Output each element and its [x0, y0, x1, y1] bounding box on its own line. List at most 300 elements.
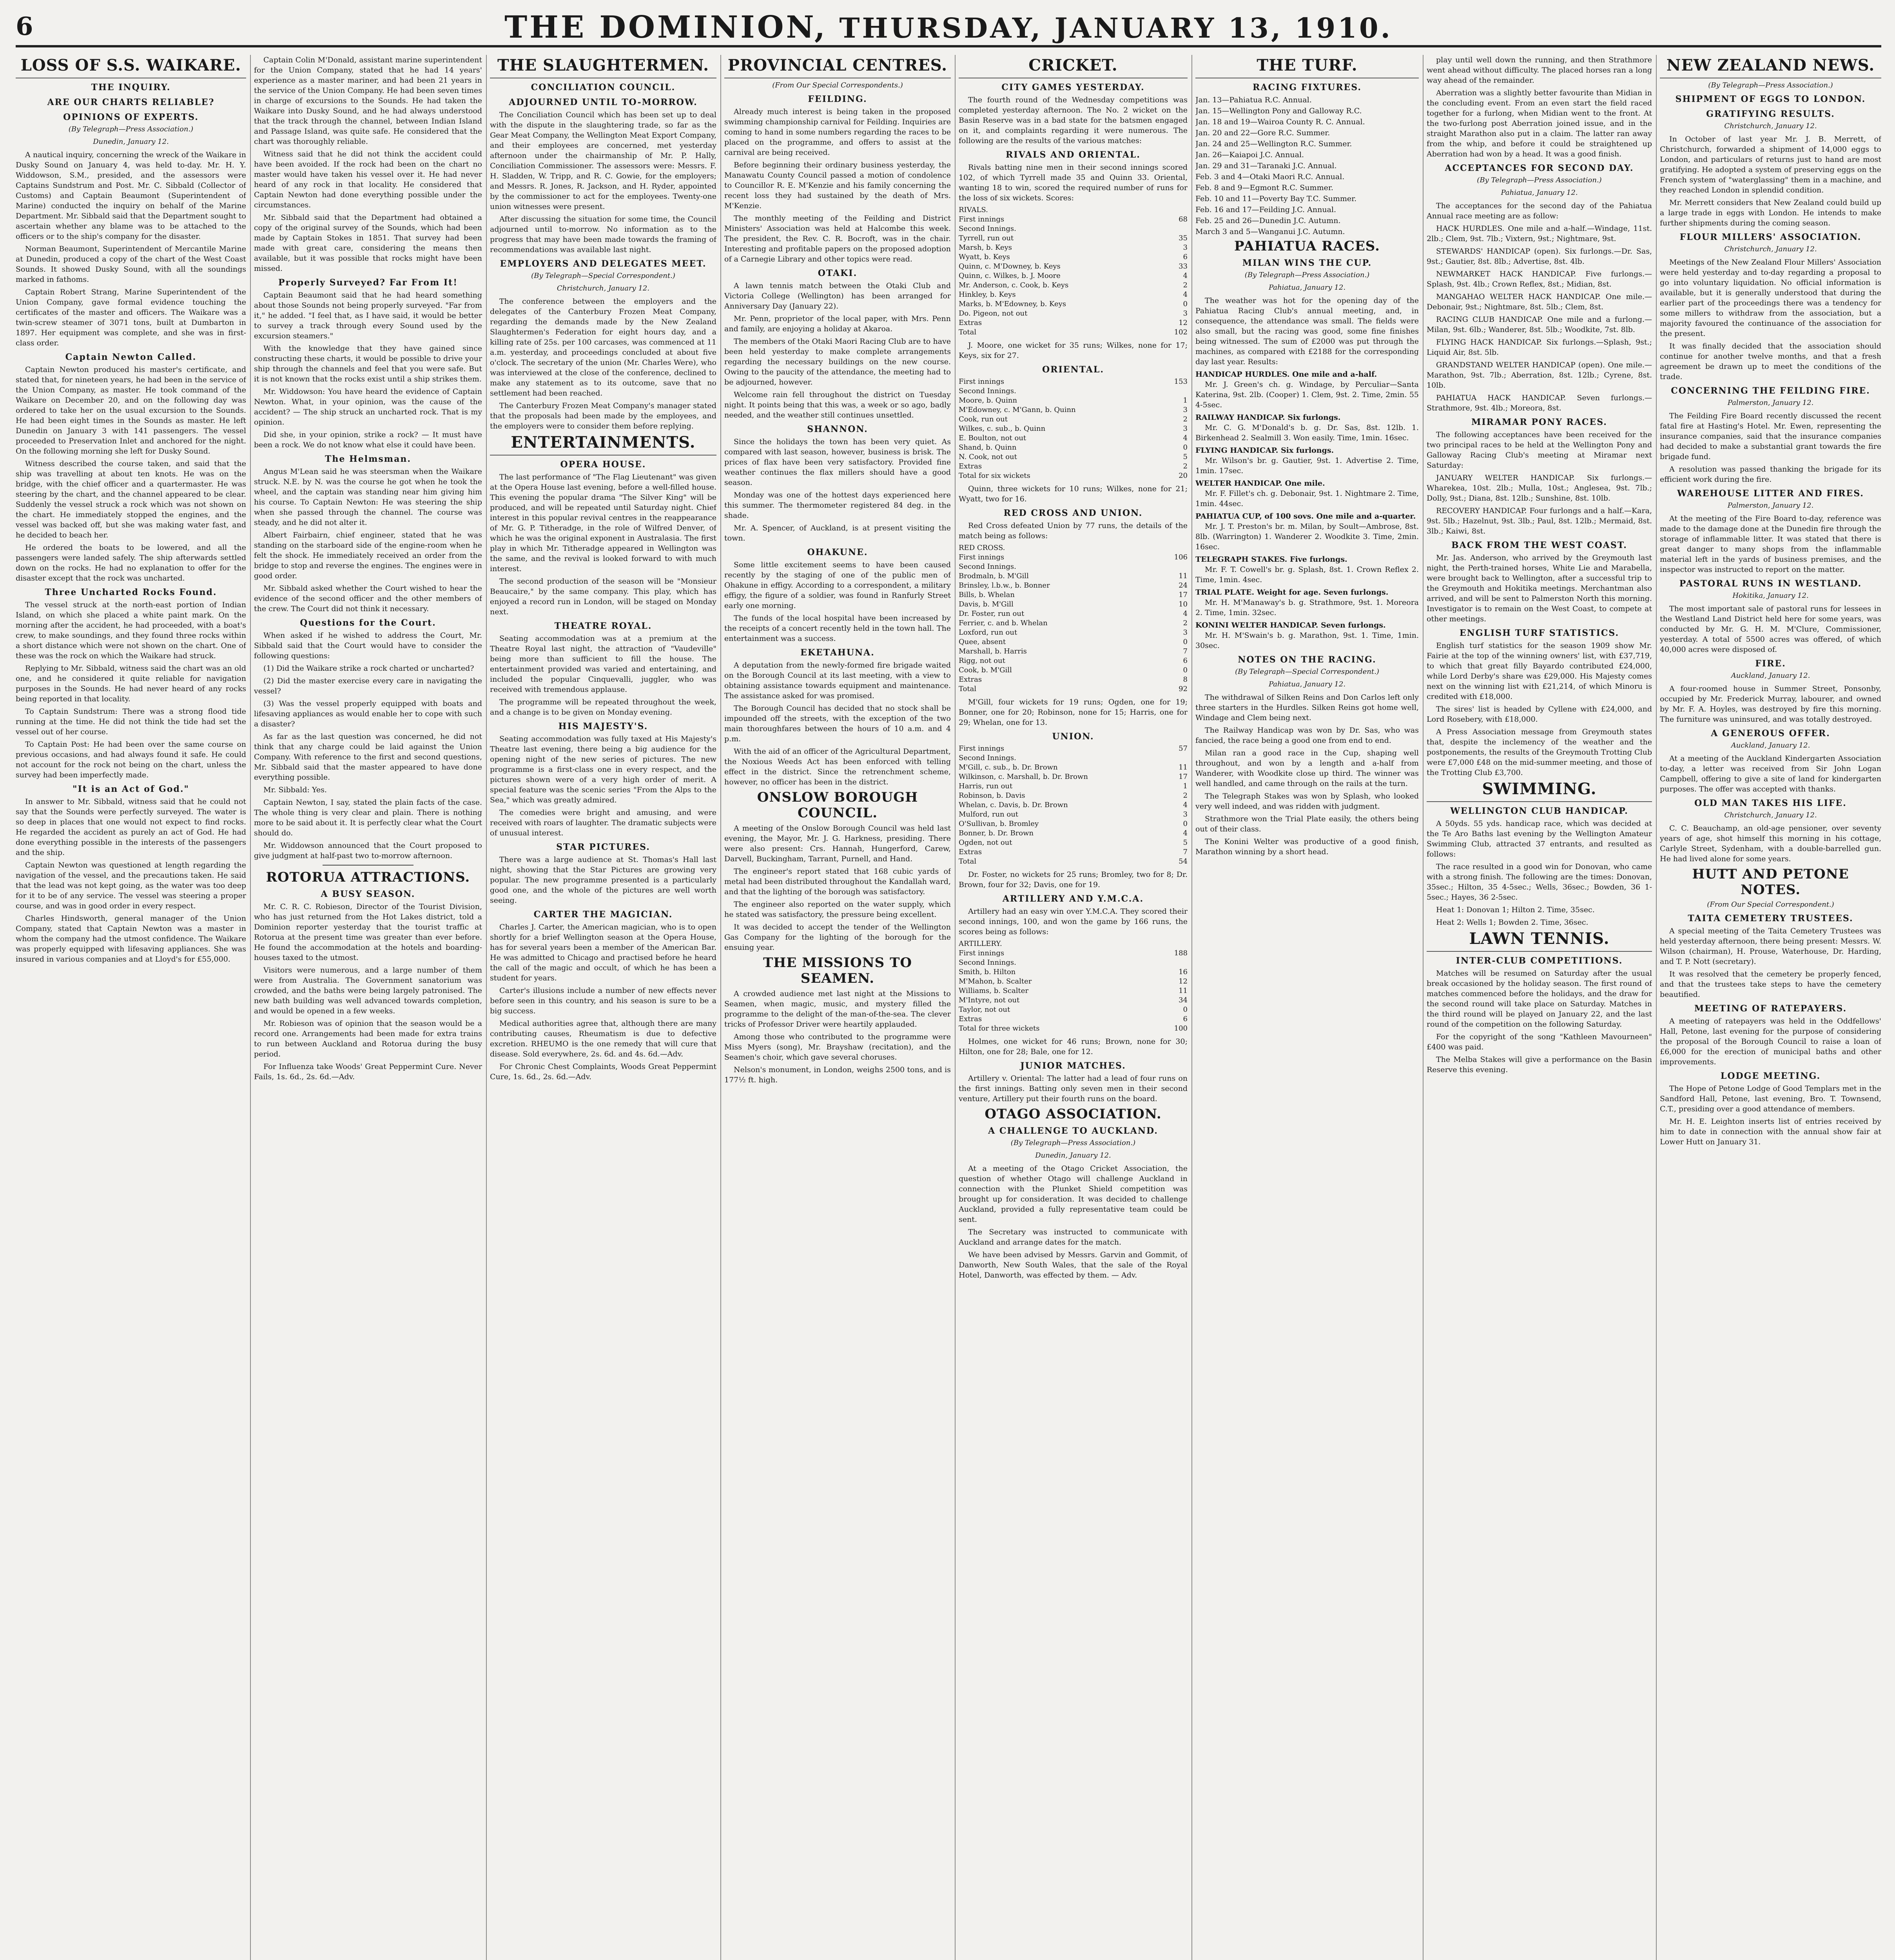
- runs: 6: [1183, 657, 1188, 665]
- batsman-name: RIVALS.: [959, 206, 988, 214]
- runs: 4: [1183, 829, 1188, 837]
- runs: 92: [1179, 685, 1188, 693]
- article-paragraph: The sires' list is headed by Cyllene with £24,000, and Lord Rosebery, with £18,000.: [1427, 705, 1652, 724]
- score-row: [959, 619, 1188, 628]
- runs: 8: [1183, 675, 1188, 684]
- article-paragraph: At a meeting of the Otago Cricket Association, the question of whether Otago will challenge Auckland in connection with the Plunket Shield competition was brought up for consideration. It was decided to challenge Auckland, provided a fully representative team could be sent.: [959, 1164, 1188, 1224]
- score-row: [959, 838, 1188, 848]
- article-paragraph: Mr. Merrett considers that New Zealand could build up a large trade in eggs with London. He intends to make further shipments during the coming season.: [1660, 198, 1881, 227]
- batsman-name: Ferrier, c. and b. Whelan: [959, 619, 1048, 627]
- subhead: "It is an Act of God.": [73, 784, 189, 794]
- masthead-date: THURSDAY, JANUARY 13, 1910.: [839, 12, 1393, 44]
- article-paragraph: In answer to Mr. Sibbald, witness said that he could not say that the Sounds were perfectly surveyed. The water is so deep in places that one would not expect to find rocks. He regarded the accident as purely an act of God. He had done everything possible in the interests of the passengers and the ship.: [16, 797, 246, 857]
- article-paragraph: Aberration was a slightly better favourite than Midian in the concluding event. From an even start the field raced together for a furlong, when Midian went to the front. At the two-furlong post Aberration joined issue, and in the straight Marathon also put in a claim. The latter ran away from the whip, and before it could be straightened up Aberration had won by a head. It was a good finish.: [1427, 89, 1652, 158]
- runs: 11: [1179, 572, 1188, 580]
- subhead: SHANNON.: [807, 424, 868, 434]
- byline: (By Telegraph—Press Association.): [1708, 81, 1833, 89]
- batsman-name: Ogden, not out: [959, 838, 1012, 847]
- column-5: [959, 55, 1188, 1960]
- subhead: MEETING OF RATEPAYERS.: [1694, 1004, 1847, 1014]
- article-paragraph: To Captain Post: He had been over the same course on previous occasions, and had always found it safe. He could not account for the rock not being on the chart, unless the survey had been imperfectly made.: [16, 740, 246, 779]
- score-row: [959, 819, 1188, 829]
- batsman-name: Marshall, b. Harris: [959, 647, 1027, 655]
- runs: 54: [1179, 857, 1188, 866]
- runs: 3: [1183, 425, 1188, 433]
- runs: 5: [1183, 453, 1188, 461]
- race-result: Mr. J. Green's ch. g. Windage, by Perculiar—Santa Katerina, 9st. 2lb. (Cooper) 1. Clem, 9st. 2. Time, 2min. 55 4-5sec.: [1195, 380, 1419, 409]
- article-paragraph: A 50yds. 55 yds. handicap race, which was decided at the Te Aro Baths last evening by the Wellington Amateur Swimming Club, attracted 37 entrants, and resulted as follows:: [1427, 819, 1652, 858]
- runs: 153: [1174, 377, 1188, 386]
- subhead: ARTILLERY AND Y.M.C.A.: [1002, 894, 1144, 904]
- article-paragraph: The acceptances for the second day of the Pahiatua Annual race meeting are as follow:: [1427, 201, 1652, 220]
- subhead: The Helmsman.: [325, 454, 411, 464]
- article-paragraph: Mr. H. E. Leighton inserts list of entries received by him to date in connection with the annual show fair at Lower Hutt on January 31.: [1660, 1117, 1881, 1146]
- runs: 0: [1183, 666, 1188, 674]
- runs: 5: [1183, 838, 1188, 847]
- batsman-name: Extras: [959, 1015, 982, 1023]
- byline: (By Telegraph—Press Association.): [1010, 1139, 1136, 1147]
- score-row: [959, 763, 1188, 772]
- article-paragraph: Mr. Jas. Anderson, who arrived by the Greymouth last night, the Perth-trained horses, White Lie and Marabella, were brought back to Wellington, after a successful trip to the Greymouth and Hokitika meetings. Merchantman also arrived, and will be sent to Palmerston North this morning. Investigator is to remain on the West Coast, to compete at other meetings.: [1427, 554, 1652, 623]
- article-paragraph: At the meeting of the Fire Board to-day, reference was made to the damage done at the Dunedin fire through the storage of inflammable litter. It was stated that there is great danger to many shops from the inflammable material left in the yards of business premises, and the inspector was instructed to report on the matter.: [1660, 514, 1881, 574]
- runs: 0: [1183, 443, 1188, 452]
- article-paragraph: JANUARY WELTER HANDICAP. Six furlongs.—Wharekea, 10st. 2lb.; Mulla, 10st.; Anglesea, 9st. 7lb.; Dolly, 9st.; Diana, 8st. 12lb.; Sunshine, 8st. 10lb.: [1427, 474, 1652, 503]
- subhead: RED CROSS AND UNION.: [1003, 508, 1143, 518]
- batsman-name: Extras: [959, 319, 982, 327]
- byline: (By Telegraph—Special Correspondent.): [531, 272, 675, 280]
- runs: 2: [1183, 415, 1188, 423]
- article-paragraph: RACING CLUB HANDICAP. One mile and a furlong.—Milan, 9st. 6lb.; Wanderer, 8st. 5lb.; Woodkite, 7st. 8lb.: [1427, 315, 1652, 334]
- article-paragraph: GRANDSTAND WELTER HANDICAP (open). One mile.—Marathon, 9st. 7lb.; Aberration, 8st. 12lb.; Cyrene, 8st. 10lb.: [1427, 361, 1652, 390]
- batsman-name: Extras: [959, 462, 982, 470]
- runs: [1164, 753, 1188, 763]
- batsman-name: O'Sullivan, b. Bromley: [959, 820, 1039, 828]
- dateline: Auckland, January 12.: [1731, 741, 1810, 750]
- article-paragraph: Mr. Sibbald: Yes.: [263, 786, 327, 794]
- score-row: [959, 318, 1188, 328]
- column-2: [254, 55, 482, 1960]
- column-rule: [486, 55, 487, 1960]
- score-row: [959, 609, 1188, 619]
- article-paragraph: Mr. Widdowson: You have heard the evidence of Captain Newton. What, in your opinion, was the cause of the accident? — The ship struck an uncharted rock. That is my opinion.: [254, 387, 482, 426]
- score-row: [959, 443, 1188, 452]
- batsman-name: Williams, b. Scalter: [959, 987, 1029, 995]
- article-paragraph: FLYING HACK HANDICAP. Six furlongs.—Splash, 9st.; Liquid Air, 8st. 5lb.: [1427, 338, 1652, 357]
- article-paragraph: Mr. Sibbald asked whether the Court wished to hear the evidence of the second officer and the other members of the crew. The Court did not think it necessary.: [254, 584, 482, 613]
- article-paragraph: (1) Did the Waikare strike a rock charted or uncharted?: [263, 664, 474, 673]
- article-paragraph: Charles Hindsworth, general manager of the Union Company, stated that Captain Newton was a master in whom the company had the utmost confidence. The Waikare was properly equipped with lifesaving appliances. She was insured in various companies and at Lloyd's for £55,000.: [16, 914, 246, 964]
- column-rule: [955, 55, 956, 1960]
- article-paragraph: Some little excitement seems to have been caused recently by the staging of one of the public men of Ohakune in effigy. According to a correspondent, a military effigy, the figure of a soldier, was found in Ranfurly Street early one morning.: [724, 561, 951, 610]
- headline-slaughtermen: THE SLAUGHTERMEN.: [490, 56, 716, 78]
- dateline: Christchurch, January 12.: [1724, 811, 1817, 819]
- article-paragraph: When asked if he wished to address the Court, Mr. Sibbald said that the Court would have to consider the following questions:: [254, 631, 482, 660]
- bowling-analysis: M'Gill, four wickets for 19 runs; Ogden, one for 19; Bonner, one for 20; Robinson, none for 15; Harris, one for 29; Whelan, one for 13.: [959, 698, 1188, 727]
- column-rule: [720, 55, 721, 1960]
- article-paragraph: In October of last year Mr. J. B. Merrett, of Christchurch, forwarded a shipment of 14,000 eggs to London, and particulars of returns just to hand are most gratifying. He adopted a system of preserving eggs on the French system of "waterglassing" them in a machine, and they reached London in splendid condition.: [1660, 135, 1881, 194]
- subhead-charts: ARE OUR CHARTS RELIABLE?: [47, 97, 215, 107]
- article-paragraph: STEWARDS' HANDICAP (open). Six furlongs.—Dr. Sas, 9st.; Gautier, 8st. 8lb.; Advertise, 8st. 4lb.: [1427, 247, 1652, 266]
- article-paragraph: A special meeting of the Taita Cemetery Trustees was held yesterday afternoon, there being present: Messrs. W. Wilson (chairman), H. Prouse, Waterhouse, Dr. Harding, and T. P. Nott (secretary).: [1660, 927, 1881, 966]
- fixture-line: Jan. 15—Wellington Pony and Galloway R.C.: [1195, 107, 1362, 115]
- batsman-name: First innings: [959, 744, 1005, 753]
- race-title: TELEGRAPH STAKES. Five furlongs.: [1195, 555, 1347, 564]
- headline-onslow: ONSLOW BOROUGH COUNCIL.: [757, 789, 918, 821]
- headline-rotorua: ROTORUA ATTRACTIONS.: [266, 869, 470, 885]
- batsman-name: Total: [959, 328, 977, 336]
- article-paragraph: (2) Did the master exercise every care in navigating the vessel?: [254, 677, 482, 695]
- score-row: [959, 309, 1188, 318]
- runs: 7: [1183, 647, 1188, 655]
- batsman-name: Second Innings.: [959, 225, 1016, 233]
- fixture-line: Jan. 18 and 19—Wairoa County R. C. Annual.: [1195, 118, 1365, 126]
- runs: 3: [1183, 243, 1188, 252]
- dateline: Palmerston, January 12.: [1727, 399, 1814, 407]
- batsman-name: Total: [959, 857, 977, 866]
- article-paragraph: (3) Was the vessel properly equipped with boats and lifesaving appliances as would enable her to cope with such a disaster?: [254, 699, 482, 728]
- batsman-name: Bonner, b. Dr. Brown: [959, 829, 1034, 837]
- headline-lawn-tennis: LAWN TENNIS.: [1427, 930, 1652, 952]
- runs: [1164, 224, 1188, 234]
- score-row: [959, 415, 1188, 424]
- race-result: Mr. F. T. Cowell's br. g. Splash, 8st. 1. Crown Reflex 2. Time, 1min. 4sec.: [1195, 565, 1419, 584]
- article-paragraph: He ordered the boats to be lowered, and all the passengers were landed safely. The ship afterwards settled down on the rocks. He had no explanation to offer for the disaster except that the rock was uncharted.: [16, 543, 246, 583]
- score-row: [959, 656, 1188, 666]
- article-paragraph: Matches will be resumed on Saturday after the usual break occasioned by the holiday season. The first round of matches commenced before the holidays, and the draw for the second round will take place on Saturday. Matches in the third round will be played on January 22, and the last round of the competition on the following Saturday.: [1427, 969, 1652, 1029]
- subhead: MILAN WINS THE CUP.: [1242, 258, 1372, 268]
- article-paragraph: For the copyright of the song "Kathleen Mavourneen" £400 was paid.: [1427, 1033, 1652, 1051]
- byline: (By Telegraph—Press Association.): [68, 125, 194, 133]
- page-number: 6: [16, 12, 33, 41]
- score-row: [959, 387, 1188, 396]
- column-rule: [1423, 55, 1424, 1960]
- score-row: [959, 996, 1188, 1005]
- article-paragraph: HACK HURDLES. One mile and a-half.—Windage, 11st. 2lb.; Clem, 9st. 7lb.; Vixtern, 9st.; Nightmare, 9st.: [1427, 224, 1652, 243]
- article-paragraph: MANGAHAO WELTER HACK HANDICAP. One mile.—Debonair, 9st.; Nightmare, 8st. 5lb.; Clem, 8st.: [1427, 292, 1652, 311]
- runs: [1164, 939, 1188, 949]
- race-result: Mr. J. T. Preston's br. m. Milan, by Soult—Ambrose, 8st. 8lb. (Warrington) 1. Wanderer 2. Woodkite 3. Time, 2min. 16sec.: [1195, 522, 1419, 551]
- dateline: Dunedin, January 12.: [1035, 1151, 1111, 1160]
- race-title: WELTER HANDICAP. One mile.: [1195, 479, 1325, 488]
- race-result: Mr. H. M'Manaway's b. g. Strathmore, 9st. 1. Moreora 2. Time, 1min. 32sec.: [1195, 598, 1419, 617]
- batsman-name: Mr. Anderson, c. Cook, b. Keys: [959, 281, 1069, 289]
- headline-pahiatua: PAHIATUA RACES.: [1234, 238, 1380, 254]
- dateline: Pahiatua, January 12.: [1268, 680, 1346, 688]
- byline: (From Our Special Correspondent.): [1707, 900, 1834, 909]
- subhead: A BUSY SEASON.: [321, 889, 415, 899]
- headline-provincial: PROVINCIAL CENTRES.: [724, 56, 951, 78]
- runs: 2: [1183, 281, 1188, 289]
- batsman-name: First innings: [959, 215, 1005, 223]
- separator: [323, 865, 414, 866]
- advert-line: For Influenza take Woods' Great Peppermint Cure. Never Fails, 1s. 6d., 2s. 6d.—Adv.: [254, 1062, 482, 1081]
- batsman-name: Marsh, b. Keys: [959, 243, 1012, 252]
- batsman-name: M'Mahon, b. Scalter: [959, 977, 1032, 985]
- article-paragraph: play until well down the running, and then Strathmore went ahead without difficulty. The placed horses ran a long way ahead of the remainder.: [1427, 56, 1652, 85]
- article-paragraph: The conference between the employers and the delegates of the Canterbury Frozen Meat Company, regarding the demands made by the New Zealand Slaughtermen's Federation for eight hours day, and a killing rate of 25s. per 100 carcases, was commenced at 11 a.m. yesterday, and proceedings concluded at about five o'clock. The secretary of the union (Mr. Charles Were), who was interviewed at the close of the conference, declined to make any statement as to its outcome, save that no settlement had been reached.: [490, 297, 716, 397]
- batsman-name: Mulford, run out: [959, 810, 1019, 818]
- fixture-line: Feb. 16 and 17—Feilding J.C. Annual.: [1195, 205, 1336, 214]
- column-4: [724, 55, 951, 1960]
- article-paragraph: The Konini Welter was productive of a good finish, Marathon winning by a short head.: [1195, 837, 1419, 856]
- subhead: LODGE MEETING.: [1720, 1071, 1821, 1081]
- runs: 10: [1179, 600, 1188, 608]
- batsman-name: Total: [959, 685, 977, 693]
- fixtures-list: [1195, 95, 1419, 237]
- score-table-redcross: [959, 543, 1188, 694]
- article-paragraph: It was resolved that the cemetery be properly fenced, and that the trustees take steps to have the cemetery beautified.: [1660, 970, 1881, 999]
- article-paragraph: Meetings of the New Zealand Flour Millers' Association were held yesterday and to-day regarding a proposal to go into voluntary liquidation. No official information is available, but it is generally understood that during the earlier part of the proceedings there was a tendency for some millers to withdraw from the association, but a majority favoured the continuance of the association for the present.: [1660, 258, 1881, 338]
- subhead: CITY GAMES YESTERDAY.: [1001, 82, 1145, 93]
- fixture-line: Jan. 29 and 31—Taranaki J.C. Annual.: [1195, 162, 1337, 170]
- score-table-rivals: [959, 205, 1188, 337]
- subhead: RACING FIXTURES.: [1252, 82, 1362, 93]
- score-row: [959, 243, 1188, 252]
- batsman-name: Taylor, not out: [959, 1005, 1010, 1014]
- score-row: [959, 800, 1188, 810]
- score-row: [959, 205, 1188, 215]
- article-paragraph: Carter's illusions include a number of new effects never before seen in this country, and his season is sure to be a big success.: [490, 986, 716, 1015]
- article-paragraph: The monthly meeting of the Feilding and District Ministers' Association was held at Halcombe this week. The president, the Rev. C. R. Bocroft, was in the chair. Interesting and profitable papers on the proposed adoption of a Carnegie Library and other topics were read.: [724, 214, 951, 263]
- article-paragraph: The Borough Council has decided that no stock shall be impounded off the streets, with the exception of the two main thoroughfares between the hours of 10 a.m. and 4 p.m.: [724, 704, 951, 743]
- batsman-name: Brodmaln, b. M'Gill: [959, 572, 1029, 580]
- runs: 3: [1183, 309, 1188, 318]
- article-paragraph: The members of the Otaki Maori Racing Club are to have been held yesterday to make complete arrangements regarding the necessary buildings on the new course. Owing to the paucity of the attendance, the meeting had to be adjourned, however.: [724, 337, 951, 387]
- batsman-name: Extras: [959, 848, 982, 856]
- runs: 3: [1183, 628, 1188, 637]
- runs: 0: [1183, 820, 1188, 828]
- score-row: [959, 949, 1188, 958]
- article-paragraph: Welcome rain fell throughout the district on Tuesday night. It points being that this was, a week or so ago, badly needed, and the weather still continues unsettled.: [724, 390, 951, 419]
- batsman-name: First innings: [959, 949, 1005, 957]
- batsman-name: Second Innings.: [959, 958, 1016, 967]
- headline-hutt-petone: HUTT AND PETONE NOTES.: [1692, 866, 1849, 898]
- subhead: Questions for the Court.: [300, 618, 436, 628]
- article-paragraph: The following acceptances have been received for the two principal races to be held at the Wellington Pony and Galloway Racing Club's meeting at Miramar next Saturday:: [1427, 430, 1652, 470]
- article-paragraph: The most important sale of pastoral runs for lessees in the Westland Land District held here for some years, was conducted by Mr. G. H. M. M'Clure, Commissioner, yesterday. A total of 5500 acres was offered, of which 40,000 acres were disposed of.: [1660, 604, 1881, 654]
- dateline: Christchurch, January 12.: [1724, 245, 1817, 253]
- article-paragraph: As far as the last question was concerned, he did not think that any charge could be laid against the Union Company. With reference to the first and second questions, Mr. Sibbald said that the master appeared to have done everything possible.: [254, 732, 482, 782]
- subhead: FIRE.: [1755, 659, 1786, 669]
- score-row: [959, 396, 1188, 405]
- article-paragraph: There was a large audience at St. Thomas's Hall last night, showing that the Star Pictures are growing very popular. The new programme presented is a particularly good one, and the whole of the pictures are well worth seeing.: [490, 855, 716, 905]
- subhead: Three Uncharted Rocks Found.: [45, 587, 217, 597]
- subhead: OLD MAN TAKES HIS LIFE.: [1694, 798, 1847, 808]
- runs: 4: [1183, 434, 1188, 442]
- score-row: [959, 452, 1188, 462]
- score-table-oriental: [959, 377, 1188, 481]
- runs: 106: [1174, 553, 1188, 561]
- article-paragraph: Witness said that he did not think the accident could have been avoided. If the rock had been on the chart no master would have taken his vessel over it. He had never heard of any rock in that locality. He considered that Captain Newton had done everything possible under the circumstances.: [254, 150, 482, 209]
- batsman-name: Do. Pigeon, not out: [959, 309, 1028, 318]
- article-paragraph: A nautical inquiry, concerning the wreck of the Waikare in Dusky Sound on January 4, was held to-day. Mr. H. Y. Widdowson, S.M., presided, and the assessors were Captains Sundstrum and Post. Mr. C. Sibbald (Collector of Customs) and Captain Beaumont (Superintendent of Marine) conducted the inquiry on behalf of the Marine Department. Mr. Sibbald said that the Department sought to ascertain whether any blame was to be attached to the officers or to the ship's company for the disaster.: [16, 151, 246, 241]
- race-title: TRIAL PLATE. Weight for age. Seven furlongs.: [1195, 588, 1389, 597]
- article-paragraph: Seating accommodation was fully taxed at His Majesty's Theatre last evening, there being a big audience for the opening night of the new series of pictures. The new programme is a first-class one in every respect, and the pictures shown were of a very high order of merit. A special feature was the scenic series "From the Alps to the Sea," which was greatly admired.: [490, 735, 716, 804]
- runs: 7: [1183, 848, 1188, 856]
- runs: 4: [1183, 272, 1188, 280]
- score-row: [959, 377, 1188, 387]
- article-paragraph: The engineer also reported on the water supply, which he stated was satisfactory, the pressure being excellent.: [724, 900, 951, 919]
- runs: 16: [1179, 968, 1188, 976]
- score-row: [959, 684, 1188, 694]
- subhead: CONCILIATION COUNCIL.: [531, 82, 676, 93]
- runs: 20: [1179, 472, 1188, 480]
- batsman-name: Marks, b. M'Edowney, b. Keys: [959, 300, 1066, 308]
- article-paragraph: Monday was one of the hottest days experienced here this summer. The thermometer registered 84 deg. in the shade.: [724, 491, 951, 520]
- fixture-line: March 3 and 5—Wanganui J.C. Autumn.: [1195, 227, 1345, 236]
- article-paragraph: Captain Beaumont said that he had heard something about those Sounds not being properly surveyed. "Far from it," he added. "I feel that, as I have said, it would be better to survey a track through every Sound used by the excursion steamers.": [254, 291, 482, 340]
- article-paragraph: It was decided to accept the tender of the Wellington Gas Company for the lighting of the borough for the ensuing year.: [724, 923, 951, 952]
- subhead: BACK FROM THE WEST COAST.: [1451, 540, 1627, 550]
- article-paragraph: Replying to Mr. Sibbald, witness said the chart was an old one, and he considered it quite reliable for navigation purposes in the Sounds. He had never heard of any rocks being reported in that locality.: [16, 664, 246, 703]
- subhead-opinions: OPINIONS OF EXPERTS.: [63, 112, 199, 122]
- subhead: OPERA HOUSE.: [560, 459, 646, 470]
- race-title: FLYING HANDICAP. Six furlongs.: [1195, 446, 1334, 455]
- article-paragraph: Visitors were numerous, and a large number of them were from Australia. The Government sanatorium was crowded, and the baths were being largely patronised. The new bath building was well advanced towards completion, and would be opened in a few weeks.: [254, 966, 482, 1015]
- column-rule: [250, 55, 251, 1960]
- race-title: RAILWAY HANDICAP. Six furlongs.: [1195, 413, 1341, 422]
- batsman-name: Rigg, not out: [959, 657, 1005, 665]
- batsman-name: Wyatt, b. Keys: [959, 253, 1010, 261]
- subhead: EMPLOYERS AND DELEGATES MEET.: [500, 259, 707, 269]
- score-row: [959, 234, 1188, 243]
- article-paragraph: After discussing the situation for some time, the Council adjourned until to-morrow. No information as to the progress that may have been made towards the framing of recommendations was available last night.: [490, 215, 716, 254]
- headline-turf: THE TURF.: [1195, 56, 1419, 78]
- bowling-analysis: Holmes, one wicket for 46 runs; Brown, none for 30; Hilton, one for 28; Bale, one for 12.: [959, 1037, 1188, 1056]
- article-paragraph: With the aid of an officer of the Agricultural Department, the Noxious Weeds Act has been enforced with telling effect in the district. Since the retrenchment scheme, however, no officer has been in the district.: [724, 747, 951, 786]
- subhead: ADJOURNED UNTIL TO-MORROW.: [509, 97, 698, 107]
- article-paragraph: The fourth round of the Wednesday competitions was completed yesterday afternoon. The No. 2 wicket on the Basin Reserve was in a bad state for the batsmen engaged on it, and complaints regarding it were numerous. The following are the results of the various matches:: [959, 96, 1188, 145]
- fixture-line: Feb. 10 and 11—Poverty Bay T.C. Summer.: [1195, 194, 1357, 203]
- score-row: [959, 791, 1188, 800]
- score-table-artillery: [959, 939, 1188, 1033]
- race-result: Mr. Wilson's br. g. Gautier, 9st. 1. Advertise 2. Time, 1min. 17sec.: [1195, 456, 1419, 475]
- article-paragraph: Mr. Robieson was of opinion that the season would be a record one. Arrangements had been made for extra trains to run between Auckland and Rotorua during the busy period.: [254, 1019, 482, 1058]
- subhead: INTER-CLUB COMPETITIONS.: [1456, 956, 1623, 966]
- column-rule: [1656, 55, 1657, 1960]
- runs: 1: [1183, 396, 1188, 405]
- headline-otago: OTAGO ASSOCIATION.: [985, 1106, 1162, 1122]
- article-paragraph: NEWMARKET HACK HANDICAP. Five furlongs.—Splash, 9st. 4lb.; Crown Reflex, 8st.; Midian, 8st.: [1427, 270, 1652, 289]
- batsman-name: Quinn, c. M'Downey, b. Keys: [959, 262, 1061, 270]
- score-row: [959, 958, 1188, 967]
- byline: (By Telegraph—Press Association.): [1244, 271, 1370, 279]
- runs: 1: [1183, 782, 1188, 790]
- runs: 0: [1183, 300, 1188, 308]
- subhead: A CHALLENGE TO AUCKLAND.: [988, 1126, 1158, 1136]
- subhead: FLOUR MILLERS' ASSOCIATION.: [1679, 232, 1862, 242]
- fixture-line: Feb. 3 and 4—Otaki Maori R.C. Annual.: [1195, 172, 1345, 181]
- runs: 100: [1174, 1024, 1188, 1033]
- score-row: [959, 1024, 1188, 1033]
- runs: 188: [1174, 949, 1188, 957]
- subhead: EKETAHUNA.: [800, 648, 875, 658]
- article-paragraph: The programme will be repeated throughout the week, and a change is to be given on Monday evening.: [490, 698, 716, 717]
- runs: 33: [1179, 262, 1188, 270]
- article-paragraph: Norman Beaumont, Superintendent of Mercantile Marine at Dunedin, produced a copy of the chart of the West Coast Sounds. It showed Dusky Sound, with all the soundings marked in fathoms.: [16, 245, 246, 284]
- byline: (By Telegraph—Press Association.): [1477, 176, 1602, 184]
- race-result: Mr. C. G. M'Donald's b. g. Dr. Sas, 8st. 12lb. 1. Birkenhead 2. Sealmill 3. Won easily. Time, 1min. 16sec.: [1195, 423, 1419, 442]
- article-paragraph: Did she, in your opinion, strike a rock? — It must have been a rock. We do not know what else it could have been.: [254, 430, 482, 449]
- batsman-name: E. Boulton, not out: [959, 434, 1026, 442]
- batsman-name: Second Innings.: [959, 754, 1016, 762]
- article-paragraph: The Telegraph Stakes was won by Splash, who looked very well indeed, and was ridden with judgment.: [1195, 792, 1419, 811]
- batsman-name: Moore, b. Quinn: [959, 396, 1017, 405]
- score-row: [959, 299, 1188, 309]
- score-row: [959, 462, 1188, 471]
- article-paragraph: English turf statistics for the season 1909 show Mr. Fairie at the top of the winning owners' list, with £37,719, to which that great filly Bayardo contributed £24,000, while Lord Derby's share was £29,000. His Majesty comes next on the winning list with £21,214, of which Minoru is credited with £18,000.: [1427, 641, 1652, 701]
- batsman-name: M'Gill, c. sub., b. Dr. Brown: [959, 763, 1058, 771]
- runs: 34: [1179, 996, 1188, 1004]
- batsman-name: Wilkinson, c. Marshall, b. Dr. Brown: [959, 773, 1088, 781]
- batsman-name: Brinsley, l.b.w., b. Bonner: [959, 581, 1050, 590]
- article-paragraph: The weather was hot for the opening day of the Pahiatua Racing Club's annual meeting, and, in consequence, the attendance was small. The fields were also small, but the racing was good, some fine finishes being witnessed. The sum of £2000 was put through the machines, as compared with £2188 for the corresponding day last year. Results:: [1195, 296, 1419, 366]
- article-paragraph: The Feilding Fire Board recently discussed the recent fatal fire at Hasting's Hotel. Mr. Ewen, representing the insurance companies, said that the insurance companies had decided to make a substantial grant towards the fire brigade fund.: [1660, 412, 1881, 461]
- batsman-name: Hinkley, b. Keys: [959, 290, 1016, 299]
- runs: [1164, 958, 1188, 967]
- score-row: [959, 744, 1188, 753]
- article-paragraph: The race resulted in a good win for Donovan, who came with a strong finish. The following are the times: Donovan, 35sec.; Hilton, 35 4-5sec.; Wells, 36sec.; Bowden, 36 1-5sec.; Hayes, 36 2-5sec.: [1427, 862, 1652, 902]
- article-paragraph: A crowded audience met last night at the Missions to Seamen, when magic, music, and mystery filled the programme to the delight of the man-of-the-sea. The clever tricks of Professor Driver were heartily applauded.: [724, 989, 951, 1029]
- runs: [1164, 562, 1188, 572]
- subhead: CONCERNING THE FEILDING FIRE.: [1671, 386, 1870, 396]
- runs: 6: [1183, 253, 1188, 261]
- article-paragraph: C. C. Beauchamp, an old-age pensioner, over seventy years of age, shot himself this morning in his cottage, Carlyle Street, Sydenham, with a double-barrelled gun. He had lived alone for some years.: [1660, 824, 1881, 863]
- column-rule: [1191, 55, 1192, 1960]
- dateline: Hokitika, January 12.: [1732, 592, 1809, 600]
- article-paragraph: The second production of the season will be "Monsieur Beaucaire," by the same company. This play, which has enjoyed a record run in London, will be staged on Monday next.: [490, 577, 716, 616]
- article-paragraph: Captain Robert Strang, Marine Superintendent of the Union Company, gave formal evidence touching the certificates of the master and officers. The Waikare was a twin-screw steamer of 3071 tons, built at Dumbarton in 1897. Her equipment was complete, and she was in first-class order.: [16, 288, 246, 347]
- batsman-name: Quee, absent: [959, 638, 1006, 646]
- runs: 4: [1183, 290, 1188, 299]
- runs: 68: [1179, 215, 1188, 223]
- article-paragraph: Witness described the course taken, and said that the ship was travelling at about ten knots. He was on the bridge, with the chief officer and a quartermaster. He was steering by the chart, and the channel appeared to be clear. Suddenly the vessel struck a rock which was not shown on the chart. He immediately stopped the engines, and the vessel was backed off, but she was making water fast, and he decided to beach her.: [16, 459, 246, 539]
- article-paragraph: Mr. Penn, proprietor of the local paper, with Mrs. Penn and family, are enjoying a holiday at Akaroa.: [724, 314, 951, 333]
- batsman-name: Smith, b. Hilton: [959, 968, 1016, 976]
- advert-line: We have been advised by Messrs. Garvin and Gommit, of Danworth, New South Wales, that the sale of the Royal Hotel, Danworth, was effected by them. — Adv.: [959, 1250, 1188, 1279]
- article-paragraph: A meeting of ratepayers was held in the Oddfellows' Hall, Petone, last evening for the purpose of considering the proposal of the Borough Council to raise a loan of £6,000 for the erection of municipal baths and other improvements.: [1660, 1017, 1881, 1066]
- article-paragraph: A deputation from the newly-formed fire brigade waited on the Borough Council at its last meeting, with a view to obtaining assistance towards equipment and maintenance. The assistance asked for was promised.: [724, 661, 951, 700]
- fixture-line: Jan. 13—Pahiatua R.C. Annual.: [1195, 96, 1312, 104]
- article-paragraph: Mr. Sibbald said that the Department had obtained a copy of the original survey of the Sounds, which had been made by Captain Stokes in 1851. That survey had been made with great care, considering the means then available, but it was possible that rocks might have been missed.: [254, 213, 482, 273]
- column-6: [1195, 55, 1419, 1960]
- article-paragraph: The comedies were bright and amusing, and were received with roars of laughter. The dramatic subjects were of unusual interest.: [490, 808, 716, 837]
- batsman-name: Loxford, run out: [959, 628, 1017, 637]
- runs: 17: [1179, 591, 1188, 599]
- article-paragraph: Seating accommodation was at a premium at the Theatre Royal last night, the attraction of "Vaudeville" being more than sufficient to fill the house. The entertainment provided was varied and entertaining, and included the popular Cinquevalli, juggler, who was received with tremendous applause.: [490, 634, 716, 694]
- subhead: PASTORAL RUNS IN WESTLAND.: [1679, 579, 1862, 589]
- fixture-line: Jan. 24 and 25—Wellington R.C. Summer.: [1195, 140, 1352, 148]
- score-row: [959, 829, 1188, 838]
- article-paragraph: The engineer's report stated that 168 cubic yards of metal had been distributed throughout the Kandallah ward, and that the lighting of the borough was satisfactory.: [724, 867, 951, 896]
- score-row: [959, 647, 1188, 656]
- batsman-name: M'Edowney, c. M'Gann, b. Quinn: [959, 406, 1076, 414]
- score-row: [959, 572, 1188, 581]
- article-paragraph: Heat 2: Wells 1; Bowden 2. Time, 36sec.: [1436, 918, 1589, 927]
- subhead: OHAKUNE.: [807, 547, 868, 557]
- advert-line: Medical authorities agree that, although there are many contributing causes, Rheumatism is due to defective excretion. RHEUMO is the one remedy that will cure that disease. Sold everywhere, 2s. 6d. and 4s. 6d.—Adv.: [490, 1019, 716, 1058]
- score-row: [959, 753, 1188, 763]
- score-row: [959, 562, 1188, 572]
- article-paragraph: Captain Newton was questioned at length regarding the navigation of the vessel, and the precautions taken. He said that the lead was not kept going, as the water was too deep for it to be of any service. The vessel was steering a proper course, and was in good order in every respect.: [16, 861, 246, 910]
- runs: 102: [1174, 328, 1188, 336]
- subhead: GRATIFYING RESULTS.: [1706, 109, 1835, 119]
- article-paragraph: Heat 1: Donovan 1; Hilton 2. Time, 35sec.: [1436, 906, 1595, 914]
- batsman-name: Tyrrell, run out: [959, 234, 1014, 242]
- dateline: Pahiatua, January 12.: [1501, 189, 1578, 197]
- article-paragraph: Strathmore won the Trial Plate easily, the others being out of their class.: [1195, 815, 1419, 833]
- score-row: [959, 810, 1188, 819]
